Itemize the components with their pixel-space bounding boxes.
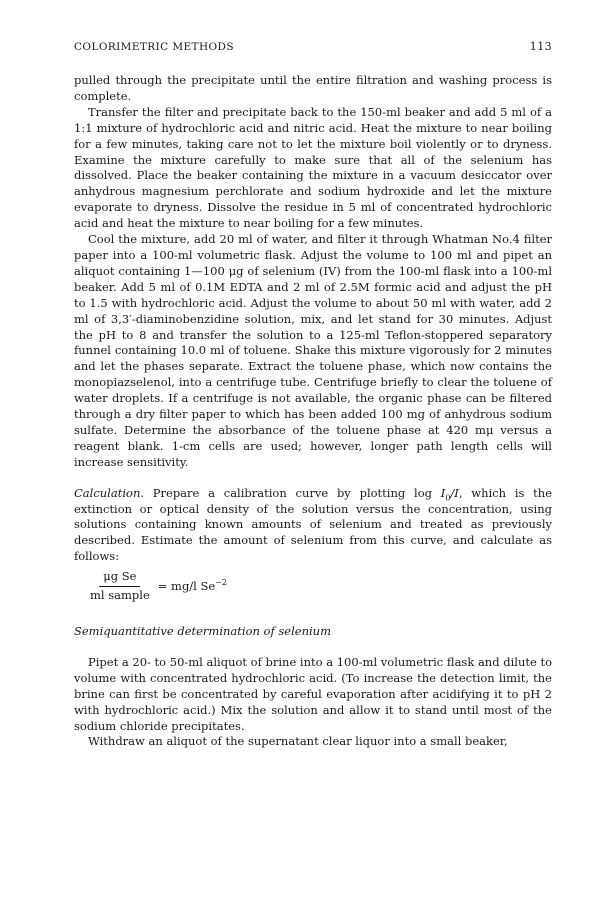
selenium-formula bbox=[86, 569, 552, 604]
paragraph-cool: Cool the mixture, add 20 ml of water, and filter it through Whatman No.4 filter paper into a 100-ml volumetric flask. Adjust the volume to 100 ml and pipet an aliquot containing 1—100 μg of selenium (IV) from the 100-ml flask into a 100-ml beaker. Add 5 ml of 0.1M EDTA and 2 ml of 2.5M formic acid and adjust the pH to 1.5 with hydrochloric acid. Adjust the volume to about 50 ml with water, add 2 ml of 3,3′-diaminobenzidine solution, mix, and let stand for 30 minutes. Adjust the pH to 8 and transfer the solution to a 125-ml Teflon-stoppered separatory funnel containing 10.0 ml of toluene. Shake this mixture vigorously for 2 minutes and let the phases separate. Extract the toluene phase, which now contains the monopiazselenol, into a centrifuge tube. Centrifuge briefly to clear the toluene of water droplets. If a centrifuge is not available, the organic phase can be filtered through a dry filter paper to which has been added 100 mg of anhydrous sodium sulfate. Determine the absorbance of the toluene phase at 420 mμ versus a reagent blank. 1-cm cells are used; however, longer path length cells will increase sensitivity. bbox=[74, 232, 552, 469]
calculation-text-after: , which is the extinction or optical density of the solution versus the concentration, using solutions containing known amounts of selenium and treated as previously described. Estimate the amount of selenium from this curve, and calculate as follows: bbox=[74, 485, 553, 564]
formula-rhs-superscript: −2 bbox=[215, 577, 227, 587]
paragraph-withdraw: Withdraw an aliquot of the supernatant clear liquor into a small beaker, bbox=[88, 734, 508, 749]
body-text bbox=[74, 73, 552, 750]
calculation-paragraph bbox=[74, 486, 552, 566]
calculation-text-before: Prepare a calibration curve by plotting log bbox=[144, 485, 441, 500]
section-heading: Semiquantitative determination of selenium bbox=[74, 624, 331, 638]
paragraph-transfer: Transfer the filter and precipitate back to the 150-ml beaker and add 5 ml of a 1:1 mixture of hydrochloric acid and nitric acid. Heat the mixture to near boiling for a few minutes, taking care not to let the mixture boil violently or to dryness. Examine the mixture carefully to make sure that all of the selenium has dissolved. Place the beaker containing the mixture in a vacuum desiccator over anhydrous magnesium perchlorate and sodium hydroxide and let the mixture evaporate to dryness. Dissolve the residue in 5 ml of concentrated hydrochloric acid and heat the mixture to near boiling for a few minutes. bbox=[74, 104, 552, 231]
formula-fraction bbox=[86, 569, 154, 604]
paragraph-pipet: Pipet a 20- to 50-ml aliquot of brine into a 100-ml volumetric flask and dilute to volume with concentrated hydrochloric acid. (To increase the detection limit, the brine can first be concentrated by careful evaporation after acidifying it to pH 2 with hydrochloric acid.) Mix the solution and allow it to stand until most of the sodium chloride precipitates. bbox=[74, 654, 552, 733]
log-numerator-subscript: 0 bbox=[445, 492, 451, 502]
page-number: 113 bbox=[529, 40, 552, 53]
running-title: COLORIMETRIC METHODS bbox=[74, 41, 234, 53]
log-numerator: I bbox=[440, 485, 446, 500]
formula-result bbox=[158, 579, 227, 595]
formula-rhs: = mg/l Se bbox=[157, 578, 216, 593]
calculation-label: Calculation. bbox=[74, 485, 144, 500]
paragraph-continued: pulled through the precipitate until the entire filtration and washing process is complete. bbox=[74, 73, 552, 103]
log-denominator: /I bbox=[450, 485, 459, 500]
formula-denominator: ml sample bbox=[90, 588, 150, 603]
formula-numerator: μg Se bbox=[99, 569, 140, 587]
page bbox=[74, 40, 552, 750]
running-header bbox=[74, 40, 552, 53]
